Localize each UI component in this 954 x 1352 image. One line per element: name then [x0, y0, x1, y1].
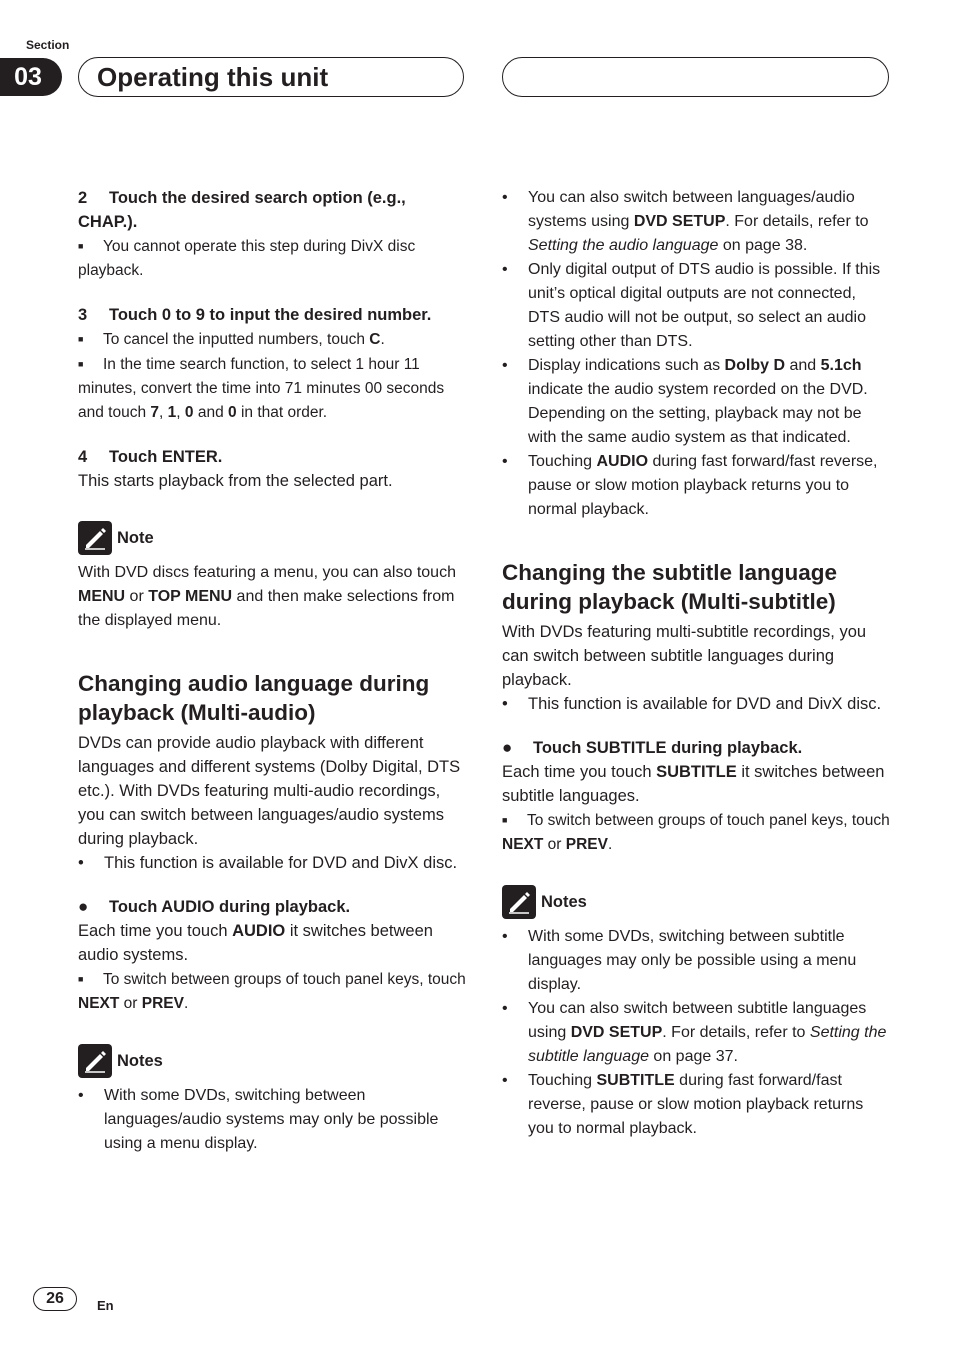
- note-heading: [78, 521, 466, 555]
- step-number: 2: [78, 189, 88, 207]
- note-title: Note: [117, 529, 154, 547]
- step-4: [78, 445, 466, 469]
- audio-bullet: • This function is available for DVD and DivX disc.: [78, 851, 466, 875]
- note-body: With DVD discs featuring a menu, you can also touch MENU or TOP MENU and then make selections from the displayed menu.: [78, 564, 456, 629]
- pencil-note-icon: [78, 521, 112, 555]
- audio-bullet-dts: • Only digital output of DTS audio is possible. If this unit’s optical digital outputs are not connected, DTS audio will not be output, so select an audio setting other than DTS.: [502, 258, 890, 354]
- step-2: [78, 186, 466, 234]
- action-subtitle-note: ■ To switch between groups of touch panel keys, touch NEXT or PREV.: [502, 808, 890, 857]
- page-title: Operating this unit: [97, 62, 329, 92]
- notes-heading: [78, 1044, 466, 1078]
- audio-bullet-touching: • Touching AUDIO during fast forward/fast reverse, pause or slow motion playback returns you to normal playback.: [502, 450, 890, 522]
- action-subtitle-body: Each time you touch SUBTITLE it switches between subtitle languages.: [502, 763, 885, 805]
- notes-heading: [502, 885, 890, 919]
- step-text: Touch 0 to 9 to input the desired number.: [109, 306, 432, 324]
- notes-bullet: • With some DVDs, switching between languages/audio systems may only be possible using a menu display.: [78, 1084, 466, 1156]
- notes-title: Notes: [117, 1052, 163, 1070]
- right-column: [502, 186, 890, 1141]
- notes-bullet-menu: • With some DVDs, switching between subtitle languages may only be possible using a menu display.: [502, 925, 890, 997]
- step-3-note-time: ■ In the time search function, to select 1 hour 11 minutes, convert the time into 71 minutes 00 seconds and touch 7, 1, 0 and 0 in that order.: [78, 352, 466, 425]
- step-number: 3: [78, 306, 88, 324]
- pencil-note-icon: [502, 885, 536, 919]
- step-text: Touch ENTER.: [109, 448, 223, 466]
- pencil-note-icon: [78, 1044, 112, 1078]
- audio-bullet-dvd-setup: • You can also switch between languages/audio systems using DVD SETUP. For details, refer to Setting the audio language on page 38.: [502, 186, 890, 258]
- section-body-subtitle: With DVDs featuring multi-subtitle recordings, you can switch between subtitle languages during playback.: [502, 623, 867, 689]
- section-heading-subtitle: Changing the subtitle language during playback (Multi-subtitle): [502, 560, 838, 614]
- left-column: [78, 186, 466, 1156]
- section-heading-audio: Changing audio language during playback (Multi-audio): [78, 671, 430, 725]
- notes-bullet-touching: • Touching SUBTITLE during fast forward/fast reverse, pause or slow motion playback returns you to normal playback.: [502, 1069, 890, 1141]
- bullet-dot-icon: ●: [78, 897, 89, 916]
- step-text: Touch the desired search option (e.g., CHAP.).: [78, 189, 406, 231]
- section-body-audio: DVDs can provide audio playback with different languages and different systems (Dolby Digital, DTS etc.). With DVDs featuring multi-audio recordings, you can switch between languages/audio systems during playback.: [78, 734, 461, 848]
- step-4-body: This starts playback from the selected part.: [78, 472, 393, 490]
- section-number-badge: 03: [0, 58, 62, 96]
- step-number: 4: [78, 448, 88, 466]
- action-audio: ● Touch AUDIO during playback.: [78, 895, 466, 919]
- action-audio-note: ■ To switch between groups of touch panel keys, touch NEXT or PREV.: [78, 967, 466, 1016]
- step-2-note: ■ You cannot operate this step during DivX disc playback.: [78, 234, 466, 283]
- subtitle-bullet: • This function is available for DVD and DivX disc.: [502, 692, 890, 716]
- audio-bullet-indications: • Display indications such as Dolby D and 5.1ch indicate the audio system recorded on the DVD. Depending on the setting, playback may not be with the same audio system as that indicated.: [502, 354, 890, 450]
- language-label: En: [97, 1298, 114, 1313]
- page-number: 26: [33, 1287, 77, 1311]
- bullet-dot-icon: ●: [502, 738, 513, 757]
- step-3-note-cancel: ■ To cancel the inputted numbers, touch C.: [78, 327, 466, 352]
- notes-title: Notes: [541, 893, 587, 911]
- title-frame-right: [502, 57, 889, 97]
- action-subtitle: ● Touch SUBTITLE during playback.: [502, 736, 890, 760]
- section-label: Section: [26, 38, 70, 52]
- action-audio-body: Each time you touch AUDIO it switches between audio systems.: [78, 922, 433, 964]
- notes-bullet-dvd-setup: • You can also switch between subtitle languages using DVD SETUP. For details, refer to Setting the subtitle language on page 37.: [502, 997, 890, 1069]
- step-3: [78, 303, 466, 327]
